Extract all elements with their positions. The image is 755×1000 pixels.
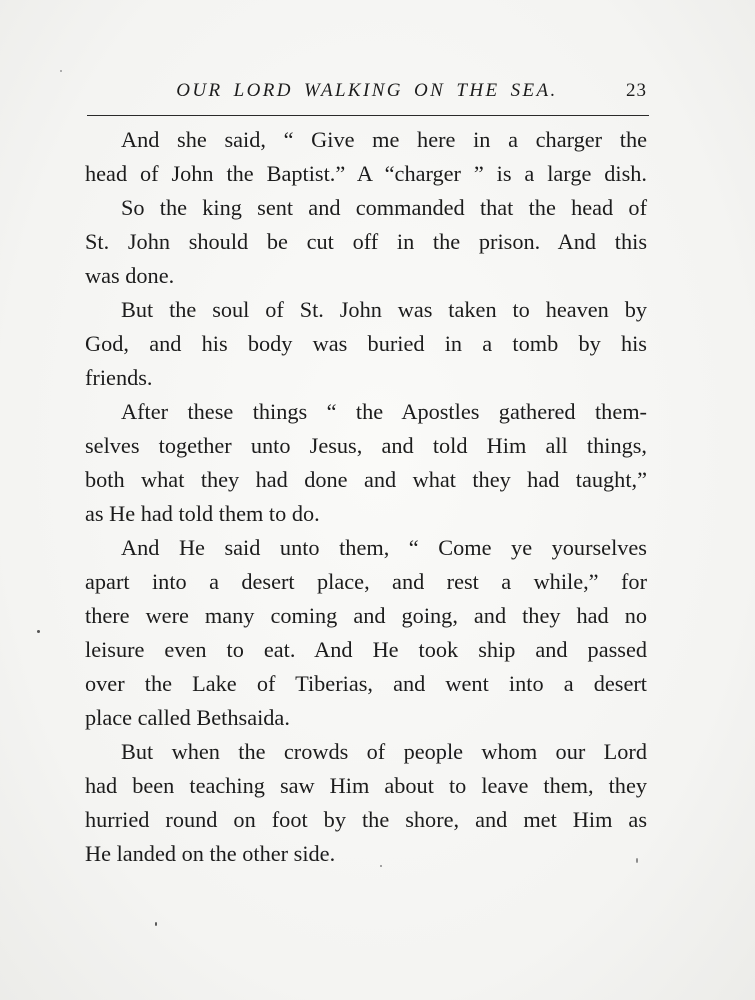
page-number: 23 <box>626 80 647 101</box>
running-title: OUR LORD WALKING ON THE SEA. <box>176 80 558 101</box>
scan-speck <box>37 630 40 633</box>
text-line: hurried round on foot by the shore, and met Him as <box>85 807 647 832</box>
paragraph-2 <box>85 191 647 293</box>
text-line: selves together unto Jesus, and told Him all things, <box>85 433 647 458</box>
text-line: head of John the Baptist.” A “charger ” is a large dish. <box>85 161 647 186</box>
scan-speck <box>155 922 157 926</box>
text-line: both what they had done and what they had taught,” <box>85 467 647 492</box>
text-line: But when the crowds of people whom our Lord <box>121 739 647 764</box>
header-rule <box>87 115 649 116</box>
page-header <box>87 78 647 110</box>
scan-speck <box>380 865 382 867</box>
text-line: friends. <box>85 365 153 390</box>
text-line: He landed on the other side. <box>85 841 336 866</box>
paragraph-5 <box>85 531 647 735</box>
paragraph-6 <box>85 735 647 871</box>
text-line: there were many coming and going, and they had no <box>85 603 647 628</box>
text-line: had been teaching saw Him about to leave them, they <box>85 773 647 798</box>
text-line: God, and his body was buried in a tomb by his <box>85 331 647 356</box>
text-line: leisure even to eat. And He took ship and passed <box>85 637 647 662</box>
text-line: So the king sent and commanded that the head of <box>121 195 647 220</box>
scan-speck <box>60 70 62 72</box>
text-line: place called Bethsaida. <box>85 705 290 730</box>
text-line: as He had told them to do. <box>85 501 320 526</box>
text-line: And He said unto them, “ Come ye yourselves <box>121 535 647 560</box>
paragraph-4 <box>85 395 647 531</box>
paragraph-1 <box>85 123 647 191</box>
text-line: apart into a desert place, and rest a while,” for <box>85 569 647 594</box>
text-line: And she said, “ Give me here in a charger the <box>121 127 647 152</box>
text-line: After these things “ the Apostles gathered them- <box>121 399 647 424</box>
text-line: over the Lake of Tiberias, and went into a desert <box>85 671 647 696</box>
body-text <box>85 123 647 871</box>
text-line: St. John should be cut off in the prison. And this <box>85 229 647 254</box>
text-line: But the soul of St. John was taken to heaven by <box>121 297 647 322</box>
paragraph-3 <box>85 293 647 395</box>
text-line: was done. <box>85 263 175 288</box>
scan-speck <box>636 858 638 863</box>
